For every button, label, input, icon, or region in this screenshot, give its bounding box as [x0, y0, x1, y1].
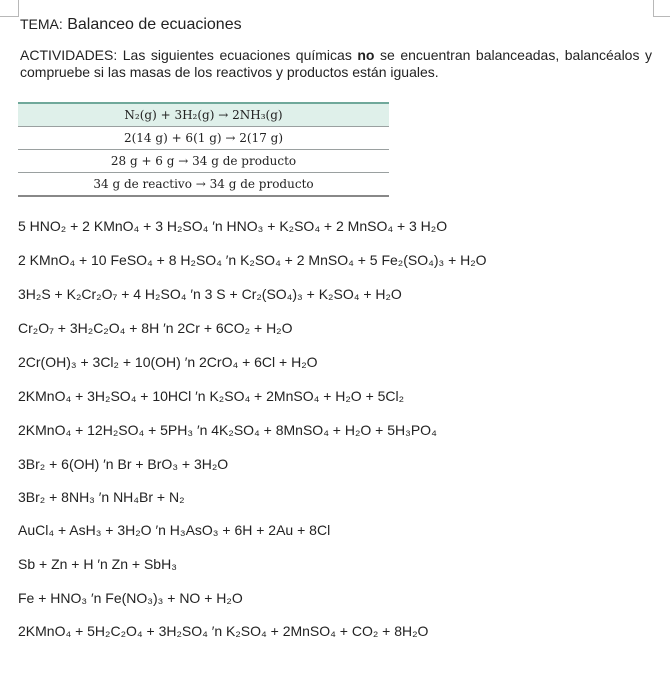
instructions-part-2: se encuentran balanceadas, balancéalos y compruebe si las masas de los reactivos y productos están iguales. [20, 47, 652, 80]
example-row: 34 g de reactivo → 34 g de producto [18, 173, 389, 197]
example-row: N₂(g) + 3H₂(g) → 2NH₃(g) [18, 103, 389, 127]
topic-text: Balanceo de ecuaciones [67, 16, 242, 33]
example-row: 2(14 g) + 6(1 g) → 2(17 g) [18, 127, 389, 150]
instructions-part-1: ACTIVIDADES: Las siguientes ecuaciones químicas [20, 47, 358, 63]
equation-item: 2KMnO₄ + 3H₂SO₄ + 10HCl ′n K₂SO₄ + 2MnSO₄ + H₂O + 5Cl₂ [18, 388, 405, 404]
activities-instructions [20, 47, 652, 81]
equation-item: 2KMnO₄ + 12H₂SO₄ + 5PH₃ ′n 4K₂SO₄ + 8MnSO₄ + H₂O + 5H₃PO₄ [18, 422, 437, 438]
equation-item: 3Br₂ + 8NH₃ ′n NH₄Br + N₂ [18, 489, 185, 505]
example-row: 28 g + 6 g → 34 g de producto [18, 150, 389, 173]
page-corner-top-left [0, 0, 19, 17]
equation-item: 3H₂S + K₂Cr₂O₇ + 4 H₂SO₄ ′n 3 S + Cr₂(SO₄)₃ + K₂SO₄ + H₂O [18, 286, 402, 302]
equation-item: 2Cr(OH)₃ + 3Cl₂ + 10(OH) ′n 2CrO₄ + 6Cl + H₂O [18, 354, 318, 370]
topic-label: TEMA: [20, 16, 63, 32]
equation-item: AuCl₄ + AsH₃ + 3H₂O ′n H₃AsO₃ + 6H + 2Au + 8Cl [18, 522, 331, 538]
equation-item: 5 HNO₂ + 2 KMnO₄ + 3 H₂SO₄ ′n HNO₃ + K₂SO₄ + 2 MnSO₄ + 3 H₂O [18, 218, 448, 234]
example-table [18, 102, 389, 197]
topic-heading [20, 16, 242, 34]
page-corner-top-right [653, 0, 670, 17]
equation-item: Sb + Zn + H ′n Zn + SbH₃ [18, 556, 177, 572]
instructions-emphasis: no [357, 47, 375, 63]
equation-item: 2 KMnO₄ + 10 FeSO₄ + 8 H₂SO₄ ′n K₂SO₄ + 2 MnSO₄ + 5 Fe₂(SO₄)₃ + H₂O [18, 252, 487, 268]
equation-item: 2KMnO₄ + 5H₂C₂O₄ + 3H₂SO₄ ′n K₂SO₄ + 2MnSO₄ + CO₂ + 8H₂O [18, 623, 429, 639]
equation-item: 3Br₂ + 6(OH) ′n Br + BrO₃ + 3H₂O [18, 456, 229, 472]
equation-item: Fe + HNO₃ ′n Fe(NO₃)₃ + NO + H₂O [18, 590, 243, 606]
equation-item: Cr₂O₇ + 3H₂C₂O₄ + 8H ′n 2Cr + 6CO₂ + H₂O [18, 320, 293, 336]
